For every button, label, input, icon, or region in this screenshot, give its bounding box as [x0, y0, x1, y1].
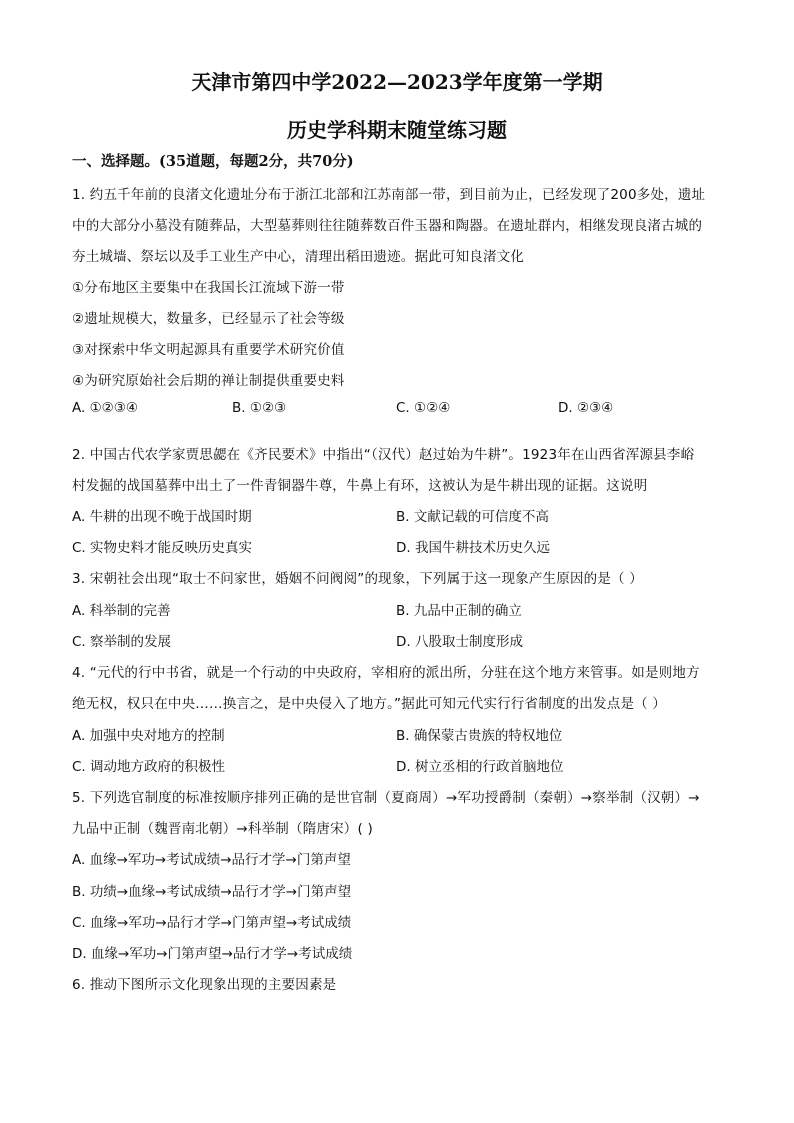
option-b[interactable]: B. 文献记载的可信度不高	[396, 509, 549, 525]
option-a[interactable]: A. 加强中央对地方的控制	[72, 728, 225, 744]
question-text-line: 中的大部分小墓没有随葬品，大型墓葬则往往随葬数百件玉器和陶器。在遗址群内，相继发现良渚古城的	[72, 218, 703, 234]
option-c[interactable]: C. ①②④	[396, 400, 451, 416]
option-c[interactable]: C. 血缘→军功→品行才学→门第声望→考试成绩	[72, 915, 352, 931]
option-d[interactable]: D. 八股取士制度形成	[396, 634, 523, 650]
option-a[interactable]: A. ①②③④	[72, 400, 138, 416]
section-heading: 一、选择题。(35道题，每题2分，共70分)	[72, 153, 354, 170]
question-text-line: 绝无权，权只在中央……换言之，是中央侵入了地方。”据此可知元代实行行省制度的出发点是（ ）	[72, 696, 667, 712]
statement-1: ①分布地区主要集中在我国长江流域下游一带	[72, 280, 345, 296]
question-text-line: 4. “元代的行中书省，就是一个行动的中央政府，宰相府的派出所，分驻在这个地方来管事。如是则地方	[72, 665, 700, 681]
question-text-line: 村发掘的战国墓葬中出土了一件青铜器牛尊，牛鼻上有环，这被认为是牛耕出现的证据。这说明	[72, 478, 648, 494]
document-title-line1: 天津市第四中学2022—2023学年度第一学期	[191, 70, 603, 94]
statement-4: ④为研究原始社会后期的禅让制提供重要史料	[72, 373, 345, 389]
option-a[interactable]: A. 血缘→军功→考试成绩→品行才学→门第声望	[72, 852, 351, 868]
question-text-line: 5. 下列选官制度的标准按顺序排列正确的是世官制（夏商周）→军功授爵制（秦朝）→察举制（汉朝）→	[72, 790, 700, 806]
option-a[interactable]: A. 牛耕的出现不晚于战国时期	[72, 509, 252, 525]
document-title-line2: 历史学科期末随堂练习题	[287, 118, 507, 142]
option-d[interactable]: D. 我国牛耕技术历史久远	[396, 540, 550, 556]
option-b[interactable]: B. 确保蒙古贵族的特权地位	[396, 728, 563, 744]
option-d[interactable]: D. 血缘→军功→门第声望→品行才学→考试成绩	[72, 946, 353, 962]
option-d[interactable]: D. ②③④	[558, 400, 614, 416]
option-b[interactable]: B. 功绩→血缘→考试成绩→品行才学→门第声望	[72, 884, 352, 900]
option-d[interactable]: D. 树立丞相的行政首脑地位	[396, 759, 564, 775]
statement-2: ②遗址规模大，数量多，已经显示了社会等级	[72, 311, 345, 327]
question-text-line: 夯土城墙、祭坛以及手工业生产中心，清理出稻田遗迹。据此可知良渚文化	[72, 249, 525, 265]
statement-3: ③对探索中华文明起源具有重要学术研究价值	[72, 342, 345, 358]
question-text-line: 3. 宋朝社会出现“取士不问家世，婚姻不问阀阅”的现象，下列属于这一现象产生原因的是（ ）	[72, 571, 643, 587]
option-b[interactable]: B. 九品中正制的确立	[396, 603, 522, 619]
option-a[interactable]: A. 科举制的完善	[72, 603, 171, 619]
question-text-line: 九品中正制（魏晋南北朝）→科举制（隋唐宋）( )	[72, 821, 373, 837]
question-text-line: 6. 推动下图所示文化现象出现的主要因素是	[72, 977, 337, 993]
question-text-line: 1. 约五千年前的良渚文化遗址分布于浙江北部和江苏南部一带，到目前为止，已经发现了200多处，遗址	[72, 187, 706, 203]
option-c[interactable]: C. 察举制的发展	[72, 634, 172, 650]
option-c[interactable]: C. 调动地方政府的积极性	[72, 759, 226, 775]
option-b[interactable]: B. ①②③	[232, 400, 287, 416]
option-c[interactable]: C. 实物史料才能反映历史真实	[72, 540, 253, 556]
question-text-line: 2. 中国古代农学家贾思勰在《齐民要术》中指出“（汉代）赵过始为牛耕”。1923年在山西省浑源县李峪	[72, 447, 695, 463]
